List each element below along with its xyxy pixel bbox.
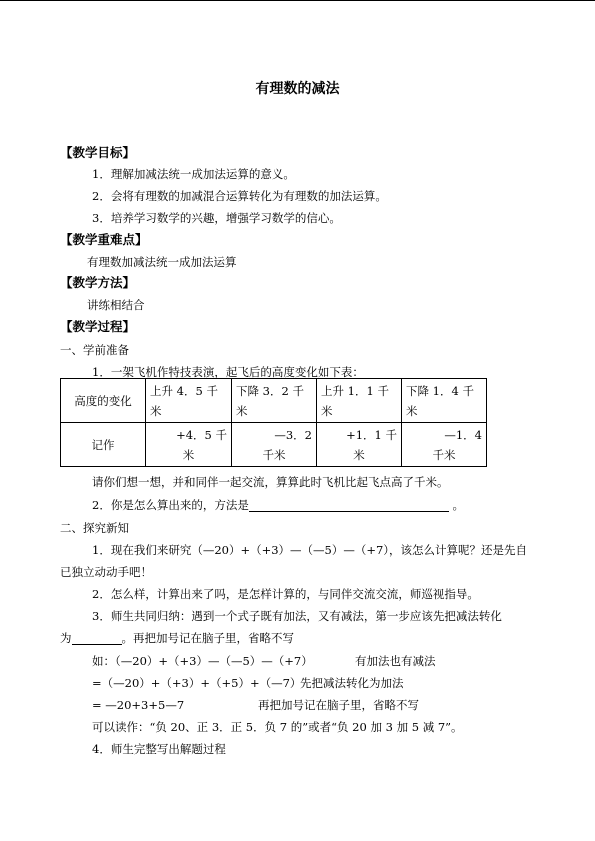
table-cell: —3．2 千米	[232, 423, 317, 467]
part1-item2: 2．你是怎么算出来的，方法是 。	[92, 498, 464, 512]
part2-item2: 2．怎么样，计算出来了吗，是怎样计算的，与同伴交流交流，师巡视指导。	[92, 587, 479, 601]
table-cell: —1．4 千米	[402, 423, 487, 467]
part2-item1-line2: 已独立动动手吧！	[60, 565, 152, 579]
read-as-text: 可以读作：“负 20、正 3．正 5．负 7 的”或者“负 20 加 3 加 5 减 7”。	[92, 720, 463, 734]
table-cell: 上升 1．1 千 米	[317, 379, 402, 423]
table-cell: 上升 4．5 千 米	[146, 379, 232, 423]
page-title: 有理数的减法	[255, 81, 340, 97]
table-cell: +4．5 千 米	[146, 423, 232, 467]
key-text: 有理数加减法统一成加法运算	[87, 255, 237, 269]
page-top-rule	[0, 0, 595, 1]
part2-heading: 二、探究新知	[60, 521, 129, 535]
goals-heading: 【教学目标】	[60, 145, 136, 160]
part2-item4: 4．师生完整写出解题过程	[92, 742, 226, 756]
example-line: = —20+3+5—7	[92, 698, 185, 712]
part2-item3-line1: 3．师生共同归纳：遇到一个式子既有加法，又有减法，第一步应该先把减法转化	[92, 609, 502, 623]
example-line: =（—20）+（+3）+（+5）+（—7）	[92, 676, 302, 690]
table-cell: 下降 1．4 千 米	[402, 379, 487, 423]
table-cell: +1．1 千 米	[317, 423, 402, 467]
part2-item1-line1: 1．现在我们来研究（—20）+（+3）—（—5）—（+7），该怎么计算呢？还是先自	[92, 543, 528, 557]
part1-item1: 1．一架飞机作特技表演，起飞后的高度变化如下表：	[92, 365, 364, 379]
example-note: 先把减法转化为加法	[300, 676, 404, 690]
process-heading: 【教学过程】	[60, 319, 136, 334]
part2-item3-line2: 为 。再把加号记在脑子里，省略不写	[60, 631, 294, 645]
goal-item: 3．培养学习数学的兴趣，增强学习数学的信心。	[92, 211, 341, 225]
table-row-label: 记作	[61, 423, 146, 467]
answer-blank[interactable]	[72, 632, 122, 645]
goal-item: 1．理解加减法统一成加法运算的意义。	[92, 167, 295, 181]
example-note: 再把加号记在脑子里，省略不写	[258, 698, 419, 712]
example-note: 有加法也有减法	[355, 654, 436, 668]
part1-heading: 一、学前准备	[60, 343, 129, 357]
method-heading: 【教学方法】	[60, 275, 136, 290]
table-cell: 下降 3．2 千 米	[232, 379, 317, 423]
height-change-table	[60, 378, 487, 467]
part1-note: 请你们想一想，并和同伴一起交流，算算此时飞机比起飞点高了千米。	[92, 475, 449, 489]
example-line: 如：（—20）+（+3）—（—5）—（+7）	[92, 654, 313, 668]
goal-item: 2．会将有理数的加减混合运算转化为有理数的加法运算。	[92, 189, 387, 203]
table-row-label: 高度的变化	[61, 379, 146, 423]
key-heading: 【教学重难点】	[60, 232, 148, 247]
method-text: 讲练相结合	[87, 298, 145, 312]
answer-blank[interactable]	[249, 499, 449, 512]
